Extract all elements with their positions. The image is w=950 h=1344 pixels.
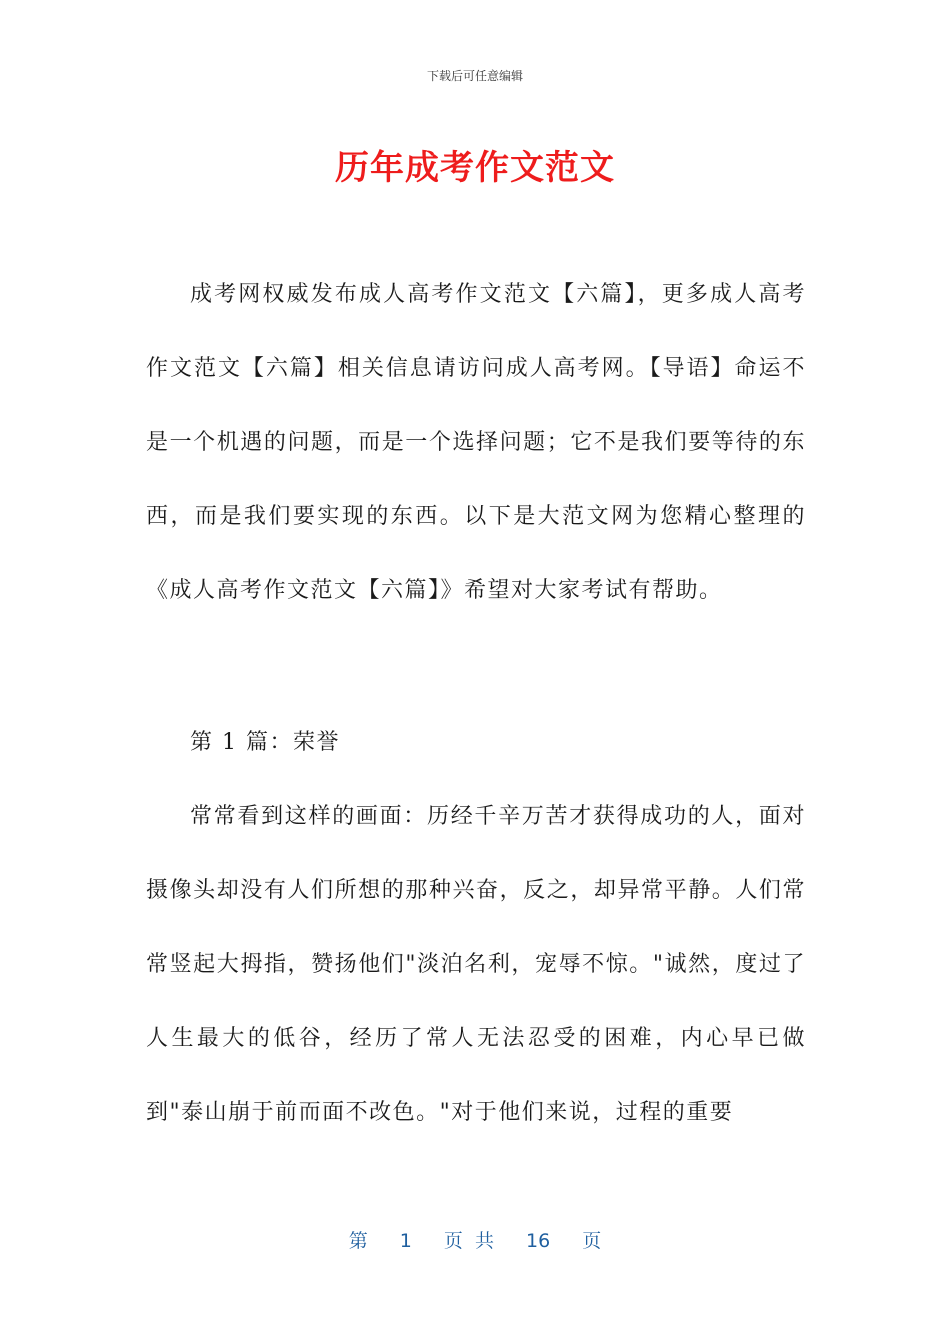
header-note: 下载后可任意编辑 <box>426 69 523 83</box>
section-paragraph: 常常看到这样的画面：历经千辛万苦才获得成功的人，面对摄像头却没有人们所想的那种兴奋，反之，却异常平静。人们常常竖起大拇指，赞扬他们"淡泊名利，宠辱不惊。"诚然，度过了人生最大的低谷，经历了常人无法忍受的困难，内心早已做到"泰山崩于前而面不改色。"对于他们来说，过程的重要 <box>146 804 806 1125</box>
footer-page-total: 16 <box>526 1230 551 1252</box>
footer-page-middle: 页 共 <box>443 1230 494 1252</box>
intro-paragraph: 成考网权威发布成人高考作文范文【六篇】，更多成人高考作文范文【六篇】相关信息请访问成人高考网。【导语】命运不是一个机遇的问题，而是一个选择问题；它不是我们要等待的东西，而是我们要实现的东西。以下是大范文网为您精心整理的《成人高考作文范文【六篇】》希望对大家考试有帮助。 <box>146 282 806 603</box>
document-title: 历年成考作文范文 <box>335 148 615 188</box>
footer-page-prefix: 第 <box>348 1230 368 1252</box>
section-heading: 第 1 篇：荣誉 <box>190 730 340 755</box>
footer-page-suffix: 页 <box>582 1230 602 1252</box>
page-footer <box>0 1226 950 1253</box>
footer-page-number: 1 <box>399 1230 412 1252</box>
